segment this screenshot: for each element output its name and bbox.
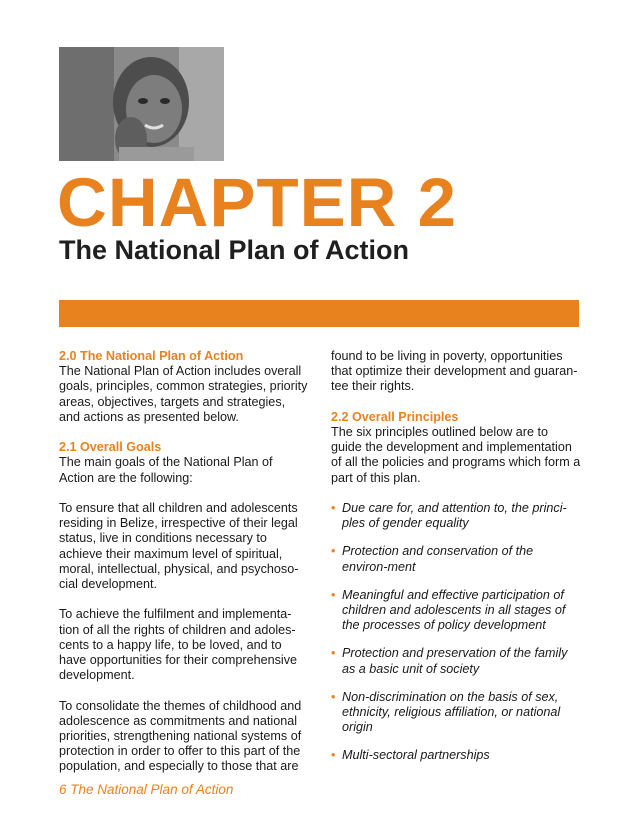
bullet-icon: • <box>331 646 336 661</box>
page-footer: 6 The National Plan of Action <box>59 782 234 797</box>
goal-paragraph: To ensure that all children and adolescents residing in Belize, irrespective of their legal status, live in conditions necessary to achieve their maximum level of spiritual, moral, intellectual, physical, and psychoso-cial development. <box>59 501 299 592</box>
section-2-1 <box>59 440 309 486</box>
section-heading: 2.1 Overall Goals <box>59 440 162 455</box>
section-body: The National Plan of Action includes overall goals, principles, common strategies, priority areas, objectives, targets and strategies, and actions as presented below. <box>59 364 308 424</box>
section-intro: The main goals of the National Plan of Action are the following: <box>59 455 273 485</box>
list-item: • Due care for, and attention to, the princi-ples of gender equality <box>331 501 567 531</box>
goal-paragraph: To achieve the fulfilment and implementa-tion of all the rights of children and adoles-cents to a happy life, to be loved, and to have opportunities for their comprehensive development. <box>59 607 298 683</box>
bullet-icon: • <box>331 689 336 704</box>
section-heading: 2.2 Overall Principles <box>331 409 459 424</box>
bullet-icon: • <box>331 501 336 515</box>
list-item: • Protection and conservation of the environ-ment <box>331 544 534 574</box>
chapter-title: CHAPTER 2 <box>57 164 458 241</box>
girl-photo-icon <box>59 47 224 161</box>
list-item: • Non-discrimination on the basis of sex, ethnicity, religious affiliation, or national origin <box>331 689 561 735</box>
section-2-2 <box>331 410 581 486</box>
left-column <box>59 349 309 790</box>
right-column <box>331 349 581 777</box>
section-intro: The six principles outlined below are to guide the development and implementation of all the policies and programs which form a part of this plan. <box>331 425 581 485</box>
bullet-icon: • <box>331 544 336 559</box>
chapter-subtitle: The National Plan of Action <box>59 235 410 265</box>
goal-paragraph-continued: found to be living in poverty, opportunities that optimize their development and guaran-tee their rights. <box>331 349 578 394</box>
bullet-icon: • <box>331 748 336 763</box>
section-2-0 <box>59 349 309 425</box>
chapter-photo <box>59 47 224 161</box>
principles-list <box>331 501 581 764</box>
accent-bar <box>59 300 579 327</box>
list-item: • Protection and preservation of the family as a basic unit of society <box>331 646 568 676</box>
goal-paragraph: To consolidate the themes of childhood and adolescence as commitments and national priorities, strengthening national systems of protection in order to offer to this part of the population, and especially to those that are <box>59 698 302 774</box>
section-heading: 2.0 The National Plan of Action <box>59 349 244 363</box>
list-item: • Meaningful and effective participation of children and adolescents in all stages of the processes of policy development <box>331 587 566 633</box>
list-item: • Multi-sectoral partnerships <box>331 748 490 763</box>
bullet-icon: • <box>331 587 336 602</box>
